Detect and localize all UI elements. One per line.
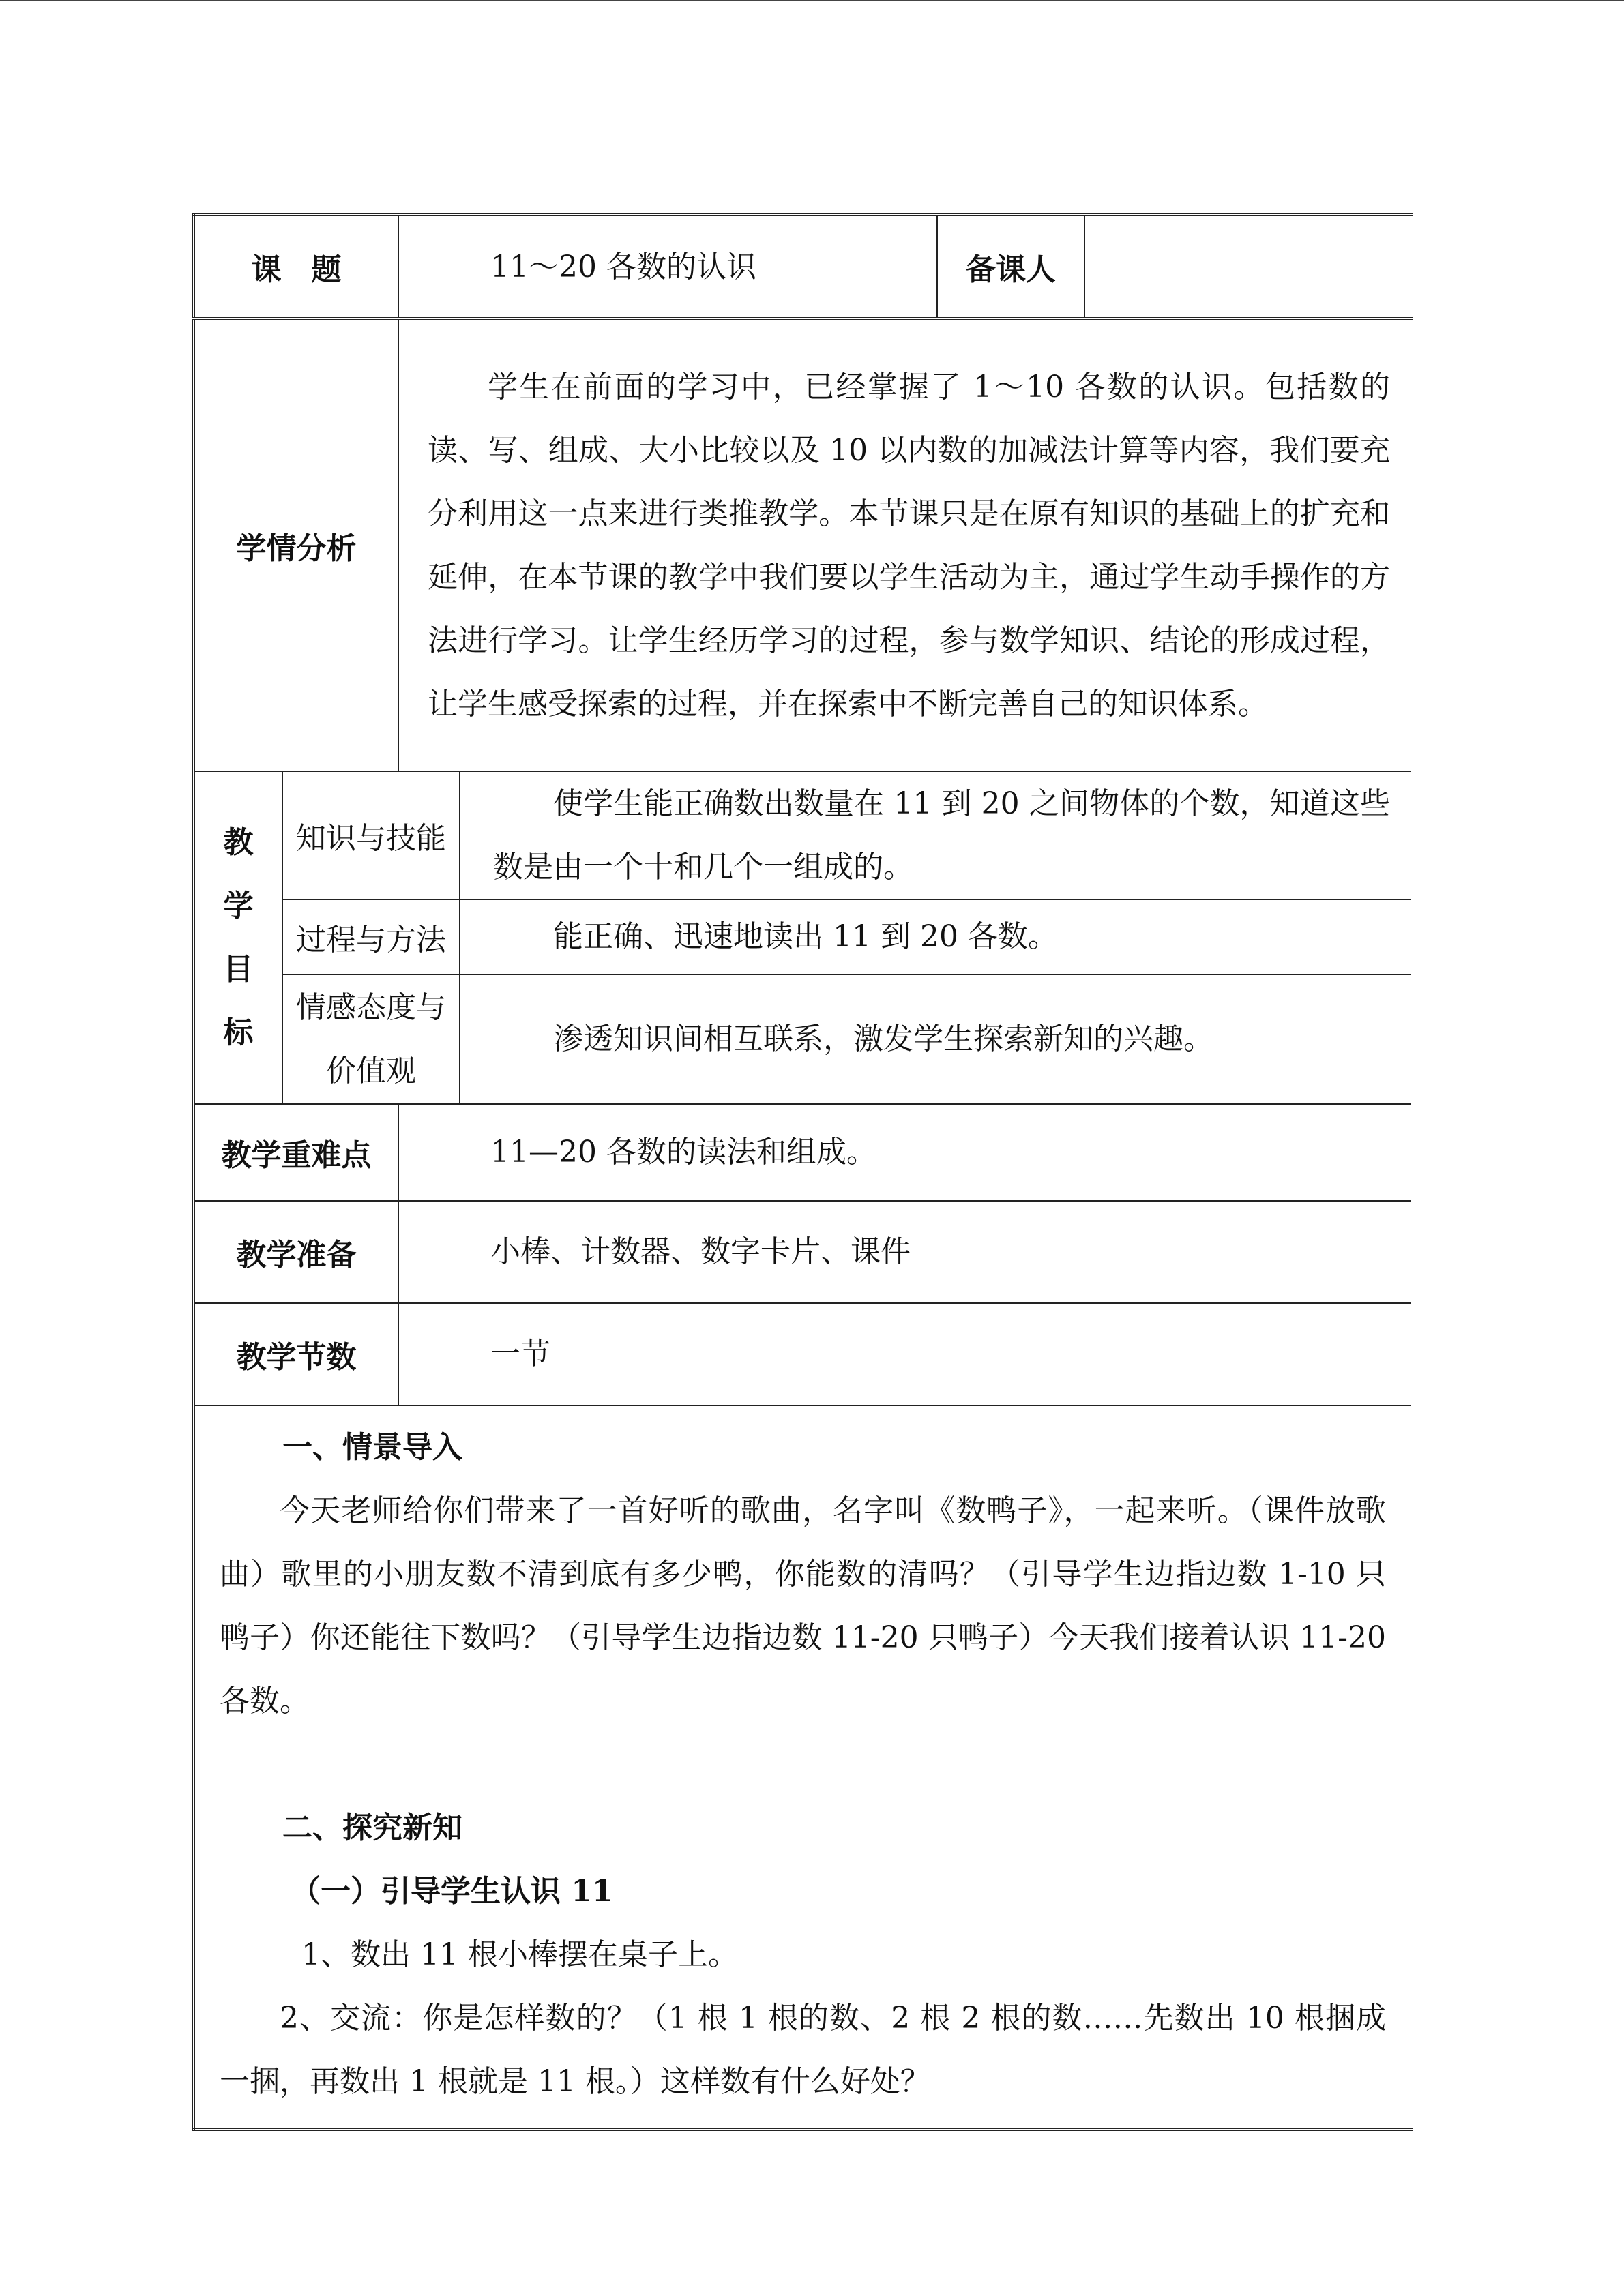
key-points-label: 教学重难点 [194,1104,398,1201]
goal-row-attitude [194,974,1412,1104]
sub1-title: （一）引导学生认识 11 [291,1873,613,1909]
section2-title: 二、探究新知 [282,1810,462,1845]
preparation-row [194,1201,1412,1303]
page-top-border [0,0,1624,1]
goal-process-text: 能正确、迅速地读出 11 到 20 各数。 [460,899,1412,974]
blank-gap [220,1733,1386,1796]
goal-knowledge-text: 使学生能正确数出数量在 11 到 20 之间物体的个数，知道这些数是由一个十和几个一组成的。 [460,771,1412,899]
periods-row [194,1303,1412,1405]
section1-text: 今天老师给你们带来了一首好听的歌曲，名字叫《数鸭子》，一起来听。（课件放歌曲）歌里的小朋友数不清到底有多少鸭，你能数的清吗？（引导学生边指边数 1-10 只鸭子）你还能往下数吗？（引导学生边指边数 11-20 只鸭子）今天我们接着认识 11-20 各数。 [220,1493,1386,1718]
goal-attitude-label [282,974,460,1104]
goals-label-char: 教 [223,824,254,860]
key-points-row [194,1104,1412,1201]
goal-attitude-label-line1: 情感态度与 [296,989,446,1025]
topic-value: 11～20 各数的认识 [398,215,937,319]
goals-label-char: 目 [223,951,254,987]
lesson-plan-table [192,213,1413,2131]
section1-title: 一、情景导入 [282,1429,462,1465]
periods-text: 一节 [398,1303,1412,1405]
preparer-label: 备课人 [937,215,1084,319]
teaching-process [194,1405,1412,2130]
preparation-text: 小棒、计数器、数字卡片、课件 [398,1201,1412,1303]
step2-text: 2、交流：你是怎样数的？（1 根 1 根的数、2 根 2 根的数……先数出 10 根捆成一捆，再数出 1 根就是 11 根。）这样数有什么好处？ [220,2000,1386,2099]
goal-attitude-text: 渗透知识间相互联系，激发学生探索新知的兴趣。 [460,974,1412,1104]
analysis-row [194,319,1412,771]
periods-label: 教学节数 [194,1303,398,1405]
key-points-text: 11—20 各数的读法和组成。 [398,1104,1412,1201]
goal-row-process [194,899,1412,974]
analysis-text: 学生在前面的学习中，已经掌握了 1～10 各数的认识。包括数的读、写、组成、大小比较以及 10 以内数的加减法计算等内容，我们要充分利用这一点来进行类推教学。本节课只是在原有知识的基础上的扩充和延伸，在本节课的教学中我们要以学生活动为主，通过学生动手操作的方法进行学习。让学生经历学习的过程，参与数学知识、结论的形成过程，让学生感受探索的过程，并在探索中不断完善自己的知识体系。 [398,319,1412,771]
goal-row-knowledge [194,771,1412,899]
header-row [194,215,1412,319]
preparation-label: 教学准备 [194,1201,398,1303]
goals-label-char: 标 [223,1015,254,1050]
goal-attitude-label-line2: 价值观 [326,1053,416,1088]
preparer-value [1084,215,1412,319]
lesson-plan-sheet [192,213,1411,2131]
goals-label-char: 学 [223,888,254,923]
analysis-label: 学情分析 [194,319,398,771]
process-row [194,1405,1412,2130]
goal-knowledge-label: 知识与技能 [282,771,460,899]
goal-process-label: 过程与方法 [282,899,460,974]
topic-label: 课 题 [194,215,398,319]
goals-label [194,771,282,1104]
step1-text: 1、数出 11 根小棒摆在桌子上。 [301,1937,738,1972]
